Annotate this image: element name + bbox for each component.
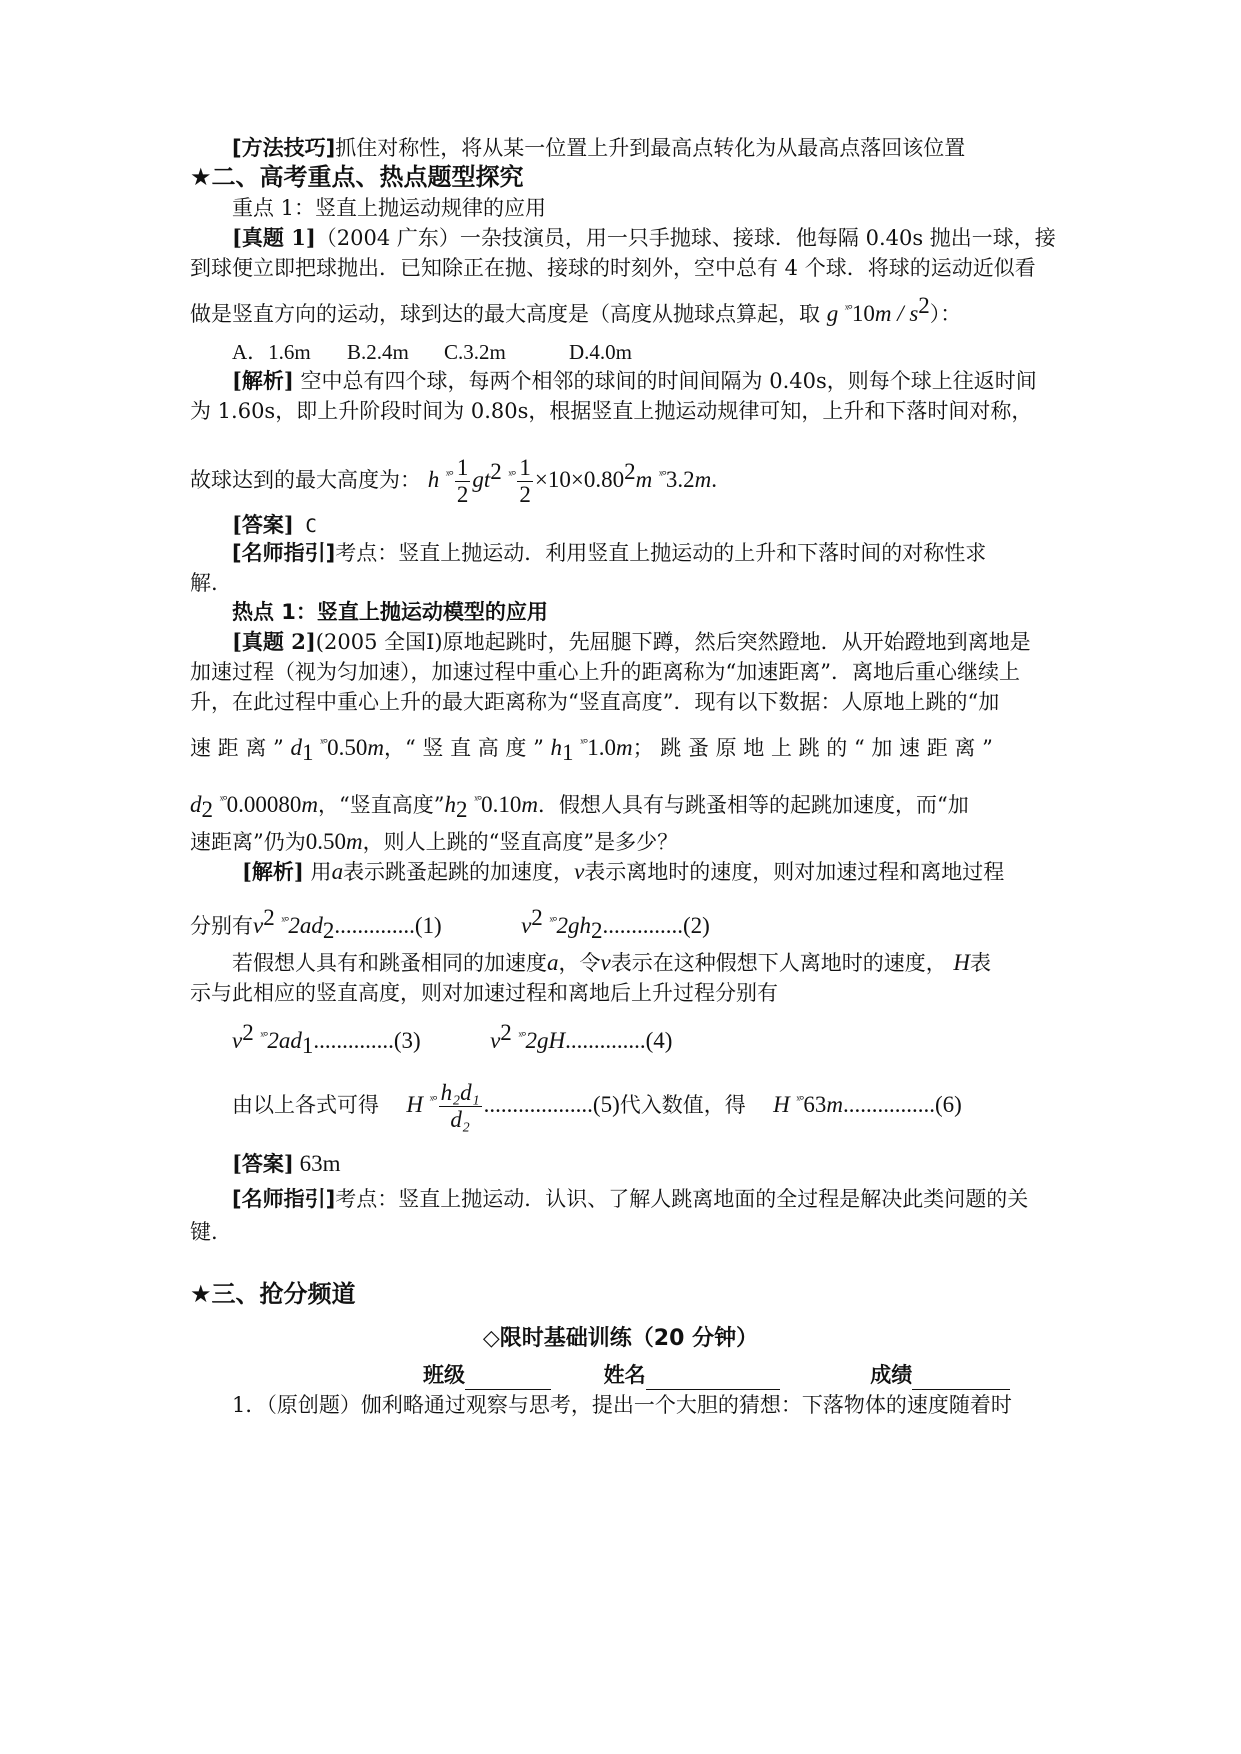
q2-answer-line bbox=[232, 1149, 341, 1179]
q2-an1b: 表示跳蚤起跳的加速度， bbox=[343, 860, 575, 884]
q2-d1-sub: 1 bbox=[301, 740, 314, 766]
q1-option-a: A．1.6m bbox=[232, 340, 311, 364]
q2-line5 bbox=[190, 785, 969, 825]
q1-frac1 bbox=[455, 455, 471, 508]
q1-eq-m2: m bbox=[694, 467, 712, 492]
q2-var-a: a bbox=[331, 859, 344, 884]
q1-g-var: g bbox=[826, 301, 839, 326]
q2-m1: m bbox=[367, 735, 384, 760]
q2-an3a: 若假想人具有和跳蚤相同的加速度 bbox=[232, 951, 547, 975]
q2-tip-line1 bbox=[232, 1184, 1028, 1214]
score-field[interactable] bbox=[912, 1367, 1010, 1390]
q2-an3-v: v bbox=[600, 950, 611, 975]
q2-eq3-v: v bbox=[232, 1028, 243, 1053]
q2-text5b: ，“竖直高度” bbox=[318, 793, 445, 817]
q2-an3c: 表示在这种假想下人离地时的速度， bbox=[610, 951, 947, 975]
q2-eq6-H: H bbox=[773, 1092, 790, 1117]
class-label: 班级 bbox=[423, 1363, 465, 1387]
q1-g-unit: m / s bbox=[874, 301, 919, 326]
q2-label: [真题 2] bbox=[232, 629, 316, 654]
q1-line3 bbox=[190, 291, 961, 329]
q1-eq-exp2: 2 bbox=[624, 459, 636, 484]
q1-tip-label: [名师指引] bbox=[232, 541, 336, 565]
q1-analysis-line2: 为 1.60s，即上升阶段时间为 0.80s，根据竖直上抛运动规律可知，上升和下落时间对称， bbox=[190, 399, 1033, 423]
q2-eq3-tag: ..............(3) bbox=[313, 1028, 421, 1053]
q2-v3: 0.00080 bbox=[226, 792, 302, 817]
q1-text3: 做是竖直方向的运动，球到达的最大高度是（高度从抛球点算起，取 bbox=[190, 302, 820, 326]
q1-answer-line bbox=[232, 510, 317, 541]
method-tip-text: 抓住对称性，将从某一位置上升到最高点转化为从最高点落回该位置 bbox=[335, 136, 966, 160]
q2-eq6-sym: ˣ° bbox=[796, 1092, 804, 1107]
q2-h1: h bbox=[550, 735, 563, 760]
q1-text3-end: ）： bbox=[929, 302, 962, 326]
q2-eq1: 2ad bbox=[288, 913, 323, 938]
q2-tip-label: [名师指引] bbox=[232, 1187, 336, 1211]
q2-eq5-frac bbox=[439, 1080, 482, 1133]
q2-an6b: 代入数值，得 bbox=[619, 1093, 746, 1117]
q1-frac2-top: 1 bbox=[519, 455, 531, 480]
key-point-1: 重点 1：竖直上抛运动规律的应用 bbox=[232, 196, 547, 220]
q1-eq-m1: m bbox=[635, 467, 653, 492]
q2-m2: m bbox=[615, 735, 633, 760]
q2-an1a: 用 bbox=[303, 860, 332, 884]
q2-an3b: ，令 bbox=[558, 951, 601, 975]
q1-analysis3: 故球达到的最大高度为： bbox=[190, 468, 421, 492]
q1-label: [真题 1] bbox=[232, 225, 316, 250]
q2-text4c: ； 跳 蚤 原 地 上 跳 的 “ 加 速 距 离 ” bbox=[632, 736, 993, 760]
q2-line2: 加速过程（视为匀加速），加速过程中重心上升的距离称为“加速距离”．离地后重心继续上 bbox=[190, 660, 1020, 684]
q2-h1-sub: 1 bbox=[562, 740, 574, 766]
q1-line1 bbox=[232, 223, 1056, 253]
q2-eq2-v: v bbox=[521, 913, 532, 938]
q2-m3: m bbox=[301, 792, 319, 817]
q1-eq-result: 3.2 bbox=[665, 467, 695, 492]
q1-tip-line2: 解. bbox=[190, 571, 218, 595]
q2-eq4-exp: 2 bbox=[500, 1020, 512, 1045]
q1-eq-gt: gt bbox=[472, 467, 491, 492]
q2-sym3: ˣ° bbox=[219, 792, 227, 807]
q2-analysis-line5 bbox=[232, 1018, 672, 1061]
q2-eq1-v: v bbox=[253, 913, 264, 938]
q2-d1: d bbox=[290, 735, 302, 760]
q2-an6a: 由以上各式可得 bbox=[232, 1093, 379, 1117]
q2-sym2: ˣ° bbox=[580, 735, 588, 750]
q2-m4: m bbox=[521, 792, 539, 817]
name-field[interactable] bbox=[646, 1367, 780, 1390]
q2-eq2-sub: 2 bbox=[590, 918, 603, 944]
q2-eq2-exp: 2 bbox=[531, 905, 543, 930]
q2-analysis-line6 bbox=[232, 1070, 962, 1135]
q2-eq3-sub: 1 bbox=[301, 1033, 314, 1059]
q1-eq-symbol: ˣ° bbox=[844, 301, 852, 316]
q2-analysis-label: [解析] bbox=[242, 859, 304, 884]
q2-v4: 0.10 bbox=[481, 792, 522, 817]
q2-analysis-line2 bbox=[190, 903, 710, 946]
q1-text1: （2004 广东）一杂技演员，用一只手抛球、接球．他每隔 0.40s 抛出一球，接 bbox=[315, 226, 1056, 250]
q2-eq5-frac-bottom: d₂ bbox=[450, 1107, 470, 1132]
q1-options bbox=[232, 337, 632, 367]
q2-text6a: 速距离”仍为 bbox=[190, 830, 306, 854]
q1-frac1-bottom: 2 bbox=[456, 482, 469, 507]
q2-var-v: v bbox=[574, 859, 585, 884]
q2-tip1: 考点：竖直上抛运动．认识、了解人跳离地面的全过程是解决此类问题的关 bbox=[335, 1187, 1029, 1211]
q2-an1c: 表示离地时的速度，则对加速过程和离地过程 bbox=[584, 860, 1005, 884]
q2-sym4: ˣ° bbox=[474, 792, 482, 807]
section3-subheading: ◇限时基础训练（20 分钟） bbox=[482, 1326, 759, 1351]
q1-eq-sym-c: ˣ° bbox=[658, 467, 666, 482]
q2-eq2: 2gh bbox=[556, 913, 591, 938]
q2-eq6-m: m bbox=[826, 1092, 844, 1117]
q2-eq1-sym: ˣ° bbox=[281, 913, 289, 928]
q1-option-c: C.3.2m bbox=[444, 340, 506, 364]
q1-answer: C bbox=[293, 515, 317, 537]
q1-frac2 bbox=[517, 455, 533, 508]
q2-eq6-tag: ................(6) bbox=[843, 1092, 962, 1117]
q2-line3: 升，在此过程中重心上升的最大距离称为“竖直高度”．现有以下数据：人原地上跳的“加 bbox=[190, 690, 1000, 714]
q2-line6 bbox=[190, 827, 678, 857]
q1-tip-line1 bbox=[232, 538, 986, 568]
q2-h2-sub: 2 bbox=[456, 797, 468, 823]
q2-tip-line2: 键. bbox=[190, 1220, 218, 1244]
q2-line4 bbox=[190, 728, 993, 768]
q2-eq3-exp: 2 bbox=[242, 1020, 254, 1045]
q2-v2: 1.0 bbox=[587, 735, 616, 760]
q1-analysis-label: [解析] bbox=[232, 368, 294, 393]
q2-h2: h bbox=[444, 792, 457, 817]
q2-eq1-sub: 2 bbox=[322, 918, 335, 944]
hot-point-1: 热点 1：竖直上抛运动模型的应用 bbox=[232, 600, 548, 624]
q1-option-d: D.4.0m bbox=[569, 340, 632, 364]
q2-v1: 0.50 bbox=[327, 735, 368, 760]
q2-eq5-H: H bbox=[406, 1092, 423, 1117]
q1-frac1-top: 1 bbox=[456, 455, 469, 480]
q2-eq5-tag: ...................(5) bbox=[483, 1092, 620, 1117]
q1-analysis-line1 bbox=[232, 366, 1037, 396]
q1-eq-sym-a: ˣ° bbox=[445, 467, 453, 482]
q1-eq-end: . bbox=[711, 467, 717, 492]
q1-eq-sym-b: ˣ° bbox=[508, 467, 516, 482]
q2-answer-label: [答案] bbox=[232, 1151, 294, 1176]
q2-eq3-sym: ˣ° bbox=[260, 1028, 268, 1043]
q2-an2a: 分别有 bbox=[190, 914, 253, 938]
q2-eq4-tag: ..............(4) bbox=[565, 1028, 673, 1053]
q1-eq-exp1: 2 bbox=[490, 459, 502, 484]
q1-g-exp: 2 bbox=[918, 293, 930, 318]
q2-analysis-line4: 示与此相应的竖直高度，则对加速过程和离地后上升过程分别有 bbox=[190, 981, 778, 1005]
q2-eq4-sym: ˣ° bbox=[518, 1028, 526, 1043]
q2-text4a: 速 距 离 ” bbox=[190, 736, 284, 760]
q2-eq5-sym: ˣ° bbox=[429, 1092, 437, 1107]
q2-text4b: ，“ 竖 直 高 度 ” bbox=[383, 736, 544, 760]
q1-analysis-line3 bbox=[190, 442, 717, 510]
q1-g-value: 10 bbox=[851, 301, 875, 326]
q2-an3-H: H bbox=[953, 950, 971, 975]
q1-analysis1: 空中总有四个球，每两个相邻的球间的时间间隔为 0.40s，则每个球上往返时间 bbox=[293, 369, 1037, 393]
section3-heading: ★三、抢分频道 bbox=[190, 1280, 356, 1308]
name-label: 姓名 bbox=[603, 1363, 646, 1387]
q2-eq4: 2gH bbox=[525, 1028, 566, 1053]
q2-eq3: 2ad bbox=[267, 1028, 302, 1053]
q1-line2: 到球便立即把球抛出．已知除正在抛、接球的时刻外，空中总有 4 个球．将球的运动近似看 bbox=[190, 256, 1036, 280]
method-tip-label: [方法技巧] bbox=[232, 136, 336, 160]
q2-d2-sub: 2 bbox=[201, 797, 213, 823]
q1-option-b: B.2.4m bbox=[347, 340, 409, 364]
q2-eq1-exp: 2 bbox=[263, 905, 275, 930]
q2-sym1: ˣ° bbox=[320, 735, 328, 750]
q2-text1: (2005 全国Ⅰ)原地起跳时，先屈腿下蹲，然后突然蹬地．从开始蹬地到离地是 bbox=[315, 630, 1031, 654]
q1-tip1: 考点：竖直上抛运动．利用竖直上抛运动的上升和下落时间的对称性求 bbox=[335, 541, 987, 565]
q2-an3d: 表 bbox=[970, 951, 992, 975]
section2-heading: ★二、高考重点、热点题型探究 bbox=[190, 163, 524, 191]
q2-m5: m bbox=[346, 829, 363, 854]
q2-text6b: ，则人上跳的“竖直高度”是多少？ bbox=[362, 830, 679, 854]
method-tip-line bbox=[232, 133, 965, 163]
q1-answer-label: [答案] bbox=[232, 512, 294, 537]
section3-q1: 1．（原创题）伽利略通过观察与思考，提出一个大胆的猜想：下落物体的速度随着时 bbox=[232, 1393, 1012, 1417]
q2-d2: d bbox=[190, 792, 202, 817]
q1-eq-mid: ×10×0.80 bbox=[534, 467, 625, 492]
info-fields-row bbox=[423, 1360, 1010, 1390]
q2-answer: 63m bbox=[293, 1151, 341, 1176]
q2-eq6-result: 63 bbox=[803, 1092, 827, 1117]
q2-eq4-v: v bbox=[490, 1028, 501, 1053]
q2-eq5-frac-top: h₂d₁ bbox=[440, 1080, 480, 1105]
q2-eq1-tag: ..............(1) bbox=[334, 913, 442, 938]
q1-frac2-bottom: 2 bbox=[519, 482, 531, 507]
q2-analysis-line1 bbox=[242, 857, 1004, 887]
q2-an3-a: a bbox=[547, 950, 559, 975]
q2-analysis-line3 bbox=[232, 948, 991, 978]
q2-v5: 0.50 bbox=[305, 829, 346, 854]
q2-text5c: ．假想人具有与跳蚤相等的起跳加速度，而“加 bbox=[538, 793, 969, 817]
q2-eq2-sym: ˣ° bbox=[549, 913, 557, 928]
score-label: 成绩 bbox=[870, 1363, 913, 1387]
q1-eq-h: h bbox=[427, 467, 440, 492]
q2-eq2-tag: ..............(2) bbox=[602, 913, 710, 938]
class-field[interactable] bbox=[465, 1367, 551, 1390]
q2-line1 bbox=[232, 627, 1031, 657]
